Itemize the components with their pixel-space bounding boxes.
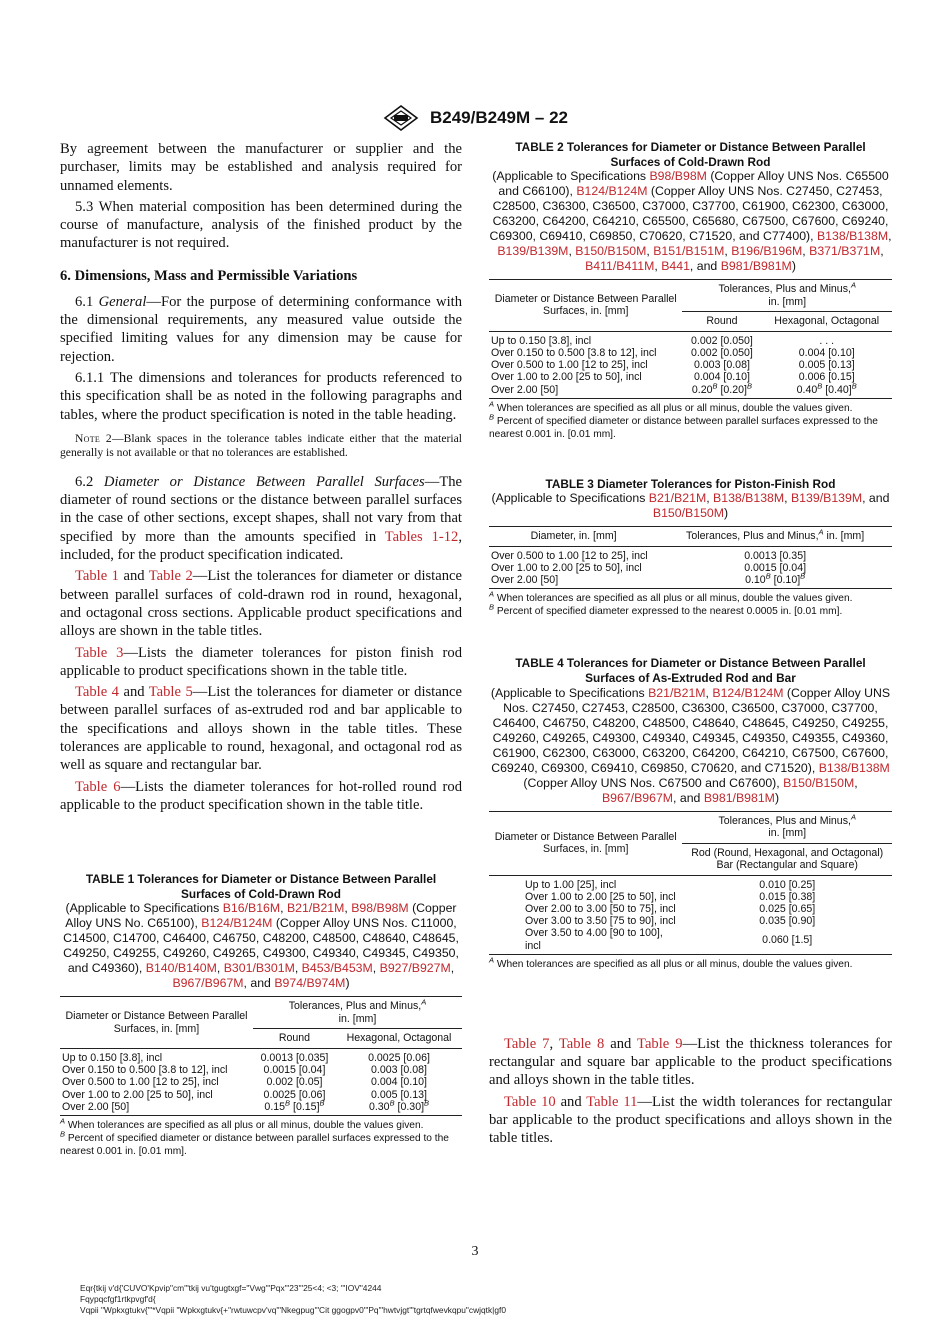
table-1-subtitle: [60, 901, 462, 991]
link-b138[interactable]: B138/B138M: [818, 760, 890, 775]
header-tol-text: Tolerances, Plus and Minus,: [718, 283, 851, 296]
table-1-footnote-b: [60, 1129, 462, 1158]
subtitle-text: ): [791, 259, 796, 274]
note-text: —Blank spaces in the tolerance tables indicate either that the material generally is not available or that no tolerances are established.: [60, 431, 462, 460]
link-table-8[interactable]: Table 8: [558, 1035, 605, 1052]
cell-tol: 0.035 [0.90]: [759, 915, 816, 928]
cell-tol: 0.010 [0.25]: [759, 878, 816, 891]
conjunction: and: [604, 1035, 638, 1052]
link-table-4[interactable]: Table 4: [75, 684, 119, 701]
cell-dim: Up to 1.00 [25], incl: [525, 878, 617, 891]
table-4-grid: [489, 811, 892, 955]
term-general: General: [98, 293, 147, 310]
link-b98[interactable]: B98/B98M: [351, 901, 409, 916]
link-b301[interactable]: B301/B301M: [223, 961, 295, 976]
cell-dim: Over 1.00 to 2.00 [25 to 50], incl: [62, 1088, 213, 1101]
header-tolerances: [682, 280, 892, 312]
footnote-ref-b: B: [746, 380, 752, 390]
header-hexagonal: Hexagonal, Octagonal: [336, 1029, 462, 1049]
cell-value-mm: [0.40]: [822, 383, 852, 396]
footnote-text: When tolerances are specified as all plus or all minus, double the values given.: [494, 958, 853, 970]
table-3-footnote-a: [489, 592, 892, 605]
table-2-subtitle: [489, 169, 892, 274]
table-3-subtitle: [489, 491, 892, 521]
footnote-text: Percent of specified diameter or distance between parallel surfaces expressed to the nearest 0.001 in. [0.01 mm].: [489, 415, 878, 440]
footer-line-1: Eqr{tkij v'd{'CUVO'Kpvip"cm'"tkij vu'tgugtxgf="Vwg'"Pqx'"23'"25<4; <3; '"IOV"4244: [80, 1283, 382, 1293]
table-4-footnote-a: [489, 955, 892, 971]
paragraph-text: —List the tolerances for diameter or distance between parallel surfaces of cold-drawn rod in round, hexagonal, and octagonal cross sections. Applicable product specifications and alloys are shown in the table titles.: [60, 568, 462, 640]
link-b196[interactable]: B196/B196M: [731, 244, 803, 259]
table-2-grid: [489, 279, 892, 399]
footnote-mark: A: [489, 399, 495, 409]
separator: ,: [549, 1035, 559, 1052]
cell-value-mm: [0.20]: [717, 383, 747, 396]
footnote-ref-b: B: [765, 571, 771, 581]
cell-hex: 0.004 [0.10]: [798, 346, 855, 359]
cell-value-mm: [0.15]: [290, 1100, 320, 1113]
subtitle-text: ,: [216, 961, 224, 976]
footnote-ref-b: B: [424, 1098, 430, 1108]
link-b138[interactable]: B138/B138M: [713, 491, 785, 506]
footnote-ref-b: B: [800, 571, 806, 581]
table-3-footnote-b: [489, 605, 892, 618]
footer-line-3: Vqpii "Wpkxgtukv{'"*Vqpii "Wpkxgtukv{+"rwtuwcpv'vq'"Nkegpug'"Cit ggogpv0'"Pq'"hwtvjgt'"tgrtqfwevkqpu"cwjqtk|gf0: [80, 1305, 506, 1315]
table-row: [60, 1076, 462, 1088]
subtitle-text: ,: [724, 244, 732, 259]
license-footer: [80, 1283, 506, 1316]
cell-value: 0.20: [691, 383, 713, 396]
footnote-ref-a: A: [850, 280, 856, 290]
subtitle-text: ,: [784, 491, 791, 506]
subtitle-text: (Applicable to Specifications: [491, 491, 649, 506]
subtitle-text: , and: [673, 790, 704, 805]
cell-tol: 0.0013 [0.35]: [744, 549, 807, 562]
link-table-5[interactable]: Table 5: [148, 684, 193, 701]
table-1-title: TABLE 1 Tolerances for Diameter or Distance Between Parallel Surfaces of Cold-Drawn Rod: [85, 872, 437, 901]
subtitle-text: (Applicable to Specifications: [492, 169, 650, 184]
link-table-1[interactable]: Table 1: [75, 568, 119, 585]
subtitle-text: ,: [802, 244, 810, 259]
table-1: [60, 872, 462, 1158]
footnote-text: When tolerances are specified as all plus or all minus, double the values given.: [65, 1119, 424, 1131]
subtitle-text: ): [774, 790, 780, 805]
page-number: 3: [471, 1244, 479, 1259]
table-row: [489, 331, 892, 347]
link-table-6[interactable]: Table 6: [75, 778, 121, 795]
cell-value: 0.10: [745, 574, 766, 587]
footnote-ref-a: A: [818, 527, 824, 537]
link-b371[interactable]: B371/B371M: [809, 244, 881, 259]
link-b151[interactable]: B151/B151M: [653, 244, 725, 259]
table-row: [60, 1101, 462, 1116]
page-header: [0, 104, 950, 132]
subtitle-text: (Copper Alloy UNS Nos. C11000, C14500, C14700, C46400, C46750, C48200, C48500, C48640, C48645, C49250, C49255, C49260, C49265, C49300, C49340, C49345, C49350, and C49360),: [63, 916, 459, 976]
table-row: [60, 1064, 462, 1076]
cell-dim: Over 1.00 to 2.00 [25 to 50], incl: [491, 371, 642, 384]
subtitle-text: ): [345, 976, 350, 991]
paragraph-text: —List the tolerances for diameter or distance between parallel surfaces of as-extruded rod and bar applicable to the specifications and alloys shown in the table titles. These tolerances are applicable to round, hexagonal, and octagonal rod as well as square and rectangular bar.: [60, 684, 462, 774]
cell-dim: Over 1.00 to 2.00 [25 to 50], incl: [525, 890, 676, 903]
subtitle-text: ,: [880, 244, 884, 259]
paragraph-text: —List the width tolerances for rectangular bar applicable to the product specifications and alloys shown in the table titles.: [489, 1093, 892, 1147]
subtitle-text: (Applicable to Specifications: [490, 685, 649, 700]
cell-hex: 0.005 [0.13]: [798, 359, 855, 372]
link-b16[interactable]: B16/B16M: [222, 901, 281, 916]
table-1-grid: [60, 996, 462, 1116]
link-b140[interactable]: B140/B140M: [145, 961, 217, 976]
link-table-2[interactable]: Table 2: [148, 568, 193, 585]
table-4-subtitle: [489, 686, 892, 806]
link-b21[interactable]: B21/B21M: [648, 685, 706, 700]
table-row: [489, 347, 892, 359]
cell-dim: Over 0.150 to 0.500 [3.8 to 12], incl: [491, 346, 657, 359]
header-tol-unit: in. [mm]: [338, 1012, 377, 1025]
header-tol-unit: in. [mm]: [768, 827, 807, 840]
document-code: B249/B249M – 22: [430, 108, 568, 127]
cell-hex: 0.006 [0.15]: [798, 371, 855, 384]
paragraph-text: —For the purpose of determining conformance with the dimensional requirements, any measured value outside the specified limiting values for any dimension may be cause for rejection.: [60, 293, 462, 365]
header-tol-unit: in. [mm]: [823, 530, 865, 543]
subtitle-text: , and: [862, 491, 890, 506]
footnote-text: Percent of specified diameter or distance between parallel surfaces expressed to the nearest 0.001 in. [0.01 mm].: [60, 1132, 449, 1157]
link-b124[interactable]: B124/B124M: [576, 184, 648, 199]
table-1-footnote-a: [60, 1116, 462, 1132]
cell-dimension: Over 2.00 [50]: [60, 1101, 253, 1116]
subtitle-text: ,: [280, 901, 287, 916]
paragraph-text: —Lists the diameter tolerances for piston finish rod applicable to product specifications shown in the table title.: [60, 644, 462, 679]
cell-round: 0.003 [0.08]: [693, 359, 750, 372]
subtitle-text: ,: [654, 259, 662, 274]
cell-hex: 0.005 [0.13]: [371, 1088, 427, 1101]
cell-dim: Over 0.500 to 1.00 [12 to 25], incl: [491, 359, 648, 372]
cell-round: 0.002 [0.050]: [691, 346, 753, 359]
cell-round: [682, 380, 761, 399]
footnote-mark: B: [60, 1129, 66, 1139]
cell-value-mm: [0.30]: [394, 1100, 425, 1113]
cell-dim: Over 2.00 to 3.00 [50 to 75], incl: [525, 903, 676, 915]
table-row: [489, 915, 892, 927]
footer-line-2: Fqypqcfgf1rtkpvgf'd{: [80, 1294, 156, 1304]
conjunction: and: [118, 684, 149, 701]
link-table-7[interactable]: Table 7: [504, 1035, 550, 1052]
link-b21[interactable]: B21/B21M: [286, 901, 345, 916]
subtitle-text: ,: [344, 901, 352, 916]
link-tables-1-12[interactable]: Tables 1-12: [384, 528, 459, 545]
cell-tol: 0.0015 [0.04]: [744, 562, 807, 574]
paragraph-table-3: [60, 644, 462, 681]
footnote-ref-b: B: [389, 1098, 395, 1108]
header-tol-text: Tolerances, Plus and Minus,: [718, 814, 851, 827]
paragraph-text: , included, for the product specification indicated.: [60, 528, 462, 564]
subtitle-text: (Copper Alloy UNS No. C65100),: [65, 901, 457, 931]
paragraph-text: —Lists the diameter tolerances for hot-rolled round rod applicable to the product specification shown in the table title.: [60, 778, 462, 813]
table-row: [489, 875, 892, 891]
subtitle-text: (Copper Alloy UNS Nos. C67500 and C67600),: [523, 775, 784, 790]
subtitle-text: ,: [450, 961, 455, 976]
subtitle-text: (Copper Alloy UNS Nos. C65500 and C66100),: [498, 169, 889, 199]
cell-hexagonal: [336, 1098, 462, 1116]
link-b411[interactable]: B411/B411M: [585, 259, 655, 274]
link-b974[interactable]: B974/B974M: [274, 976, 346, 991]
subtitle-text: (Copper Alloy UNS Nos. C27450, C27453, C28500, C36300, C36500, C37000, C37700, C46400, C46750, C48200, C48500, C48640, C48645, C49250, C49255, C49260, C49265, C49300, C49340, C49345, C49350, C49355, C49360, C61900, C62300, C63000, C63200, C64200, C64210, C67500, C67600, C69240, C69300, C69410, C69850, C70620, and C71520),: [491, 685, 891, 775]
link-b21[interactable]: B21/B21M: [648, 491, 707, 506]
link-b981[interactable]: B981/B981M: [720, 259, 792, 274]
cell-round: 0.0015 [0.04]: [263, 1064, 326, 1077]
link-b124[interactable]: B124/B124M: [712, 685, 784, 700]
cell-dim: Over 1.00 to 2.00 [25 to 50], incl: [491, 562, 642, 574]
header-tolerances: [682, 811, 892, 843]
footnote-mark: A: [489, 590, 495, 600]
subtitle-text: (Copper Alloy UNS Nos. C27450, C27453, C28500, C36300, C36500, C37000, C37700, C61900, C62300, C63000, C63200, C64200, C64210, C65500, C65680, C67500, C67600, C69240, C69300, C69410, C69850, C70620, C71520, and C77400),: [489, 184, 889, 244]
header-tol-text: Tolerances, Plus and Minus,: [288, 1000, 422, 1013]
table-3-title: TABLE 3 Diameter Tolerances for Piston-Finish Rod: [545, 476, 836, 491]
link-b139[interactable]: B139/B139M: [497, 244, 569, 259]
header-hexagonal: Hexagonal, Octagonal: [761, 312, 892, 332]
subtitle-text: ,: [706, 491, 714, 506]
footnote-text: When tolerances are specified as all plus or all minus, double the values given.: [494, 593, 853, 605]
link-b981[interactable]: B981/B981M: [703, 790, 775, 805]
note-label: Note 2: [75, 431, 113, 445]
paragraph-6-2: [60, 473, 462, 564]
table-row: [60, 1089, 462, 1101]
footnote-ref-b: B: [851, 380, 857, 390]
cell-tol: 0.025 [0.65]: [759, 903, 816, 915]
header-diameter: Diameter, in. [mm]: [489, 527, 658, 547]
paragraph-tables-1-2: [60, 567, 462, 640]
footnote-mark: A: [60, 1116, 66, 1126]
astm-logo-icon: [382, 104, 420, 132]
table-row: [489, 927, 892, 954]
link-b967[interactable]: B967/B967M: [172, 976, 244, 991]
cell-hexagonal: [761, 380, 892, 399]
table-row: [489, 903, 892, 915]
header-dimension: Diameter or Distance Between Parallel Surfaces, in. [mm]: [60, 997, 253, 1049]
cell-value: 0.40: [796, 383, 818, 396]
cell-hex: 0.004 [0.10]: [371, 1076, 427, 1089]
subtitle-text: , and: [689, 259, 721, 274]
paragraph-number: 6.1: [75, 293, 99, 310]
table-2-footnote-a: [489, 399, 892, 415]
table-row: [489, 574, 892, 589]
footnote-ref-a: A: [421, 997, 427, 1007]
footnote-ref-b: B: [817, 380, 823, 390]
subtitle-text: ,: [854, 775, 858, 790]
paragraph-text: —List the thickness tolerances for rectangular and square bar applicable to the product specifications and alloys shown in the table titles.: [489, 1035, 892, 1089]
cell-round: 0.004 [0.10]: [693, 371, 750, 384]
header-dimension: Diameter or Distance Between Parallel Surfaces, in. [mm]: [489, 811, 682, 875]
cell-tolerance: [658, 571, 892, 589]
subtitle-text: ,: [646, 244, 654, 259]
cell-round: 0.0025 [0.06]: [263, 1088, 326, 1101]
term-diameter: Diameter or Distance Between Parallel Surfaces: [103, 473, 425, 490]
table-2-footnote-b: [489, 412, 892, 441]
right-column: [489, 140, 892, 1151]
footnote-text: When tolerances are specified as all plus or all minus, double the values given.: [494, 402, 853, 414]
cell-hex: . . .: [819, 334, 835, 347]
paragraph-tables-7-9: [489, 1035, 892, 1090]
link-b150[interactable]: B150/B150M: [575, 244, 647, 259]
cell-value: 0.30: [368, 1100, 390, 1113]
link-b138[interactable]: B138/B138M: [816, 229, 889, 244]
link-b98[interactable]: B98/B98M: [649, 169, 707, 184]
link-b139[interactable]: B139/B139M: [790, 491, 863, 506]
cell-dim: Over 0.500 to 1.00 [12 to 25], incl: [62, 1076, 219, 1089]
cell-dim: Over 0.150 to 0.500 [3.8 to 12], incl: [62, 1064, 228, 1077]
link-b441[interactable]: B441: [661, 259, 690, 274]
table-row: [489, 359, 892, 371]
link-b967[interactable]: B967/B967M: [601, 790, 674, 805]
header-round: Round: [682, 312, 761, 332]
paragraph-text: —The diameter of round sections or the distance between parallel surfaces in the case of other sections, except shapes, shall not vary from that specified by more than the amounts specified in: [60, 473, 463, 545]
section-6-heading: 6. Dimensions, Mass and Permissible Variations: [60, 267, 358, 284]
subtitle-text: (Applicable to Specifications: [65, 901, 223, 916]
link-b453[interactable]: B453/B453M: [301, 961, 373, 976]
paragraph-tables-4-5: [60, 683, 462, 774]
table-row: [489, 371, 892, 383]
paragraph-5-3: 5.3 When material composition has been determined during the course of manufacture, analysis of the finished product by the manufacturer is not required.: [60, 198, 462, 252]
cell-dimension: Over 2.00 [50]: [489, 384, 682, 399]
cell-dim: Over 3.00 to 3.50 [75 to 90], incl: [525, 915, 676, 928]
cell-round: 0.002 [0.05]: [266, 1076, 323, 1089]
subtitle-text: ): [724, 506, 729, 521]
table-row: [489, 562, 892, 574]
header-tolerances: [658, 527, 892, 547]
footnote-ref-a: A: [850, 812, 856, 822]
header-round: Round: [253, 1029, 336, 1049]
subtitle-text: ,: [372, 961, 380, 976]
table-4: [489, 656, 892, 970]
table-2: [489, 140, 892, 441]
cell-diameter: Over 2.00 [50]: [489, 574, 658, 589]
table-row: [60, 1048, 462, 1064]
subtitle-text: , and: [243, 976, 275, 991]
header-tol-text: Tolerances, Plus and Minus,: [686, 530, 819, 543]
cell-value-mm: [0.10]: [770, 574, 801, 587]
header-rod-bar: Rod (Round, Hexagonal, and Octagonal) Bar (Rectangular and Square): [682, 843, 892, 875]
footnote-ref-b: B: [285, 1098, 291, 1108]
footnote-mark: A: [489, 955, 495, 965]
table-3-grid: [489, 526, 892, 589]
cell-round: 0.002 [0.050]: [691, 334, 753, 347]
cell-tol: 0.060 [1.5]: [682, 927, 892, 954]
cell-hex: 0.0025 [0.06]: [368, 1051, 430, 1064]
cell-tol: 0.015 [0.38]: [759, 890, 816, 903]
link-table-11[interactable]: Table 11: [586, 1093, 638, 1110]
table-2-title: TABLE 2 Tolerances for Diameter or Distance Between Parallel Surfaces of Cold-Drawn Rod: [515, 140, 866, 169]
header-dimension: Diameter or Distance Between Parallel Surfaces, in. [mm]: [489, 280, 682, 332]
link-table-3[interactable]: Table 3: [75, 644, 124, 661]
link-b150[interactable]: B150/B150M: [783, 775, 855, 790]
cell-hex: 0.003 [0.08]: [371, 1064, 427, 1077]
conjunction: and: [555, 1093, 587, 1110]
table-3: [489, 477, 892, 619]
subtitle-text: ,: [568, 244, 576, 259]
left-column: [60, 140, 462, 1158]
paragraph-unnamed-elements: By agreement between the manufacturer or supplier and the purchaser, limits may be established and analysis required for unnamed elements.: [60, 141, 462, 194]
footnote-ref-b: B: [712, 380, 718, 390]
paragraph-tables-10-11: [489, 1093, 892, 1148]
footnote-mark: B: [489, 412, 495, 422]
paragraph-6-1-1: 6.1.1 The dimensions and tolerances for products referenced to this specification shall be as noted in the following paragraphs and tables, where the product specification is noted in the table heading.: [60, 369, 462, 423]
note-2: [60, 432, 462, 461]
table-4-title: TABLE 4 Tolerances for Diameter or Distance Between Parallel Surfaces of As-Extruded Rod and Bar: [515, 656, 866, 685]
footnote-text: Percent of specified diameter expressed to the nearest 0.0005 in. [0.01 mm].: [494, 606, 843, 618]
footnote-ref-b: B: [319, 1098, 325, 1108]
link-table-9[interactable]: Table 9: [637, 1035, 683, 1052]
paragraph-6-1: [60, 293, 462, 366]
link-b150[interactable]: B150/B150M: [652, 506, 724, 521]
subtitle-text: ,: [888, 229, 892, 244]
paragraph-table-6: [60, 778, 462, 815]
link-b927[interactable]: B927/B927M: [379, 961, 451, 976]
link-b124[interactable]: B124/B124M: [201, 916, 273, 931]
header-tol-unit: in. [mm]: [768, 295, 807, 308]
link-table-10[interactable]: Table 10: [504, 1093, 556, 1110]
cell-round: 0.0013 [0.035]: [260, 1051, 329, 1064]
cell-dim: Up to 0.150 [3.8], incl: [491, 334, 592, 347]
paragraph-number: 6.2: [75, 473, 104, 490]
header-tolerances: [253, 997, 462, 1029]
cell-round: [253, 1098, 336, 1116]
cell-value: 0.15: [264, 1100, 286, 1113]
footnote-mark: B: [489, 603, 495, 613]
cell-dim: Over 3.50 to 4.00 [90 to 100], incl: [489, 927, 682, 954]
cell-dim: Up to 0.150 [3.8], incl: [62, 1051, 163, 1064]
subtitle-text: ,: [705, 685, 713, 700]
table-row: [489, 384, 892, 399]
table-row: [489, 891, 892, 903]
conjunction: and: [118, 568, 149, 585]
subtitle-text: ,: [294, 961, 302, 976]
table-row: [489, 546, 892, 562]
cell-dim: Over 0.500 to 1.00 [12 to 25], incl: [491, 549, 648, 562]
